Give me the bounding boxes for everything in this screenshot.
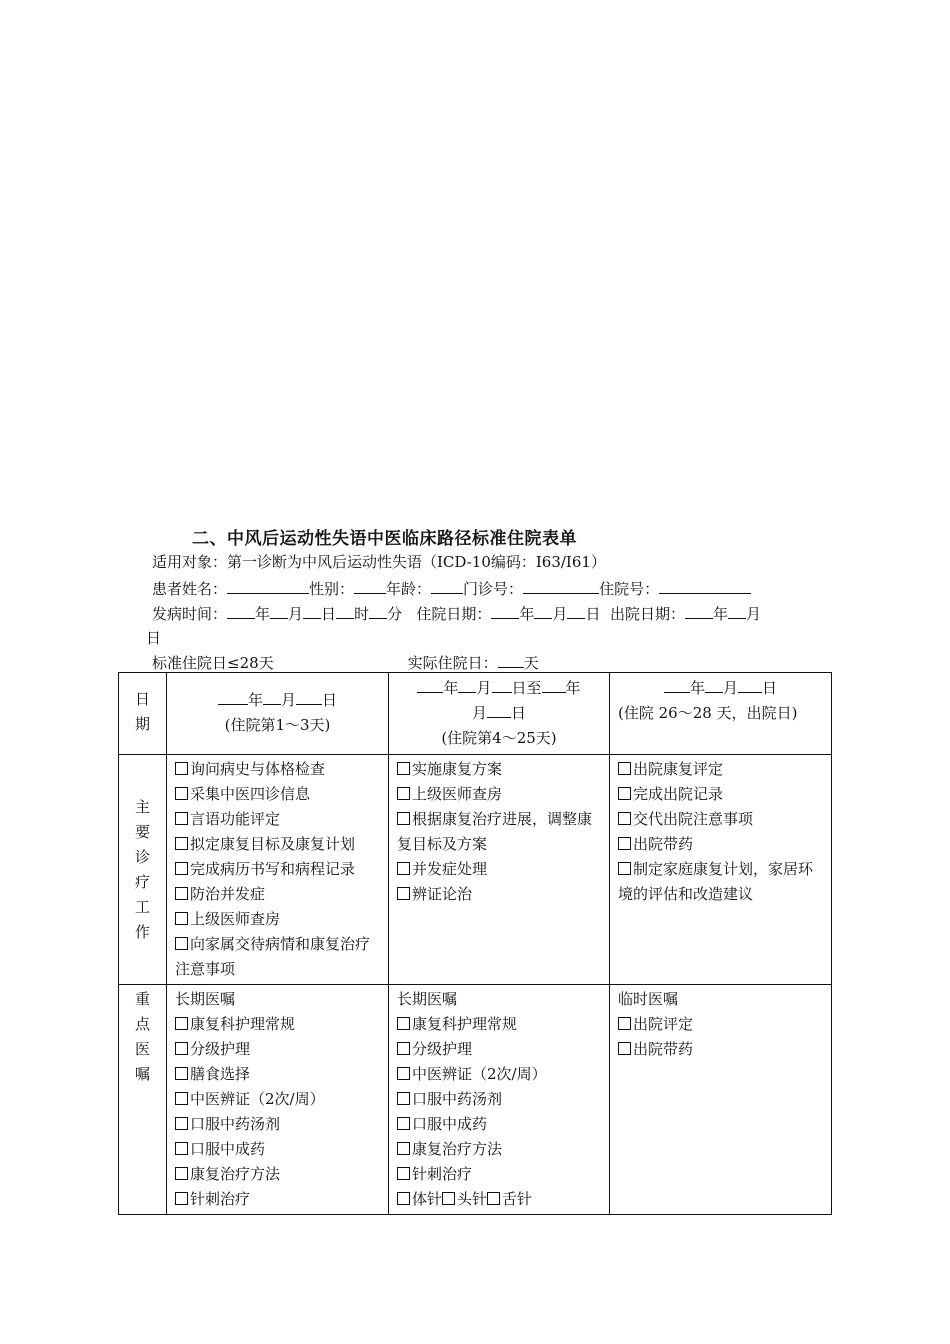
checklist-item-label: 分级护理 (412, 1040, 473, 1058)
checklist-item-label: 言语功能评定 (190, 810, 281, 828)
checklist-item (397, 1012, 603, 1037)
checklist-item-label: 防治并发症 (190, 885, 266, 903)
pathway-table (118, 672, 832, 1215)
checklist-item (397, 1137, 603, 1162)
checklist-item-label: 向家属交待病情和康复治疗注意事项 (175, 935, 371, 978)
col1-date (171, 688, 384, 713)
label-char: 要 (134, 823, 150, 841)
discharge-year-field[interactable] (685, 604, 713, 619)
year-text: 年 (713, 605, 729, 623)
checkbox[interactable] (397, 1142, 410, 1155)
onset-month-field[interactable] (270, 604, 288, 619)
checkbox[interactable] (397, 887, 410, 900)
checkbox[interactable] (175, 1042, 188, 1055)
checkbox[interactable] (397, 787, 410, 800)
admit-label: 住院日期： (416, 605, 492, 623)
checklist-item-label: 上级医师查房 (190, 910, 281, 928)
actual-stay-unit: 天 (523, 654, 539, 672)
checklist-item-label: 针刺治疗 (190, 1190, 251, 1208)
day-text: 日 (585, 605, 601, 623)
label-char: 点 (134, 1015, 150, 1033)
checkbox[interactable] (175, 887, 188, 900)
month-text: 月 (552, 605, 568, 623)
checklist-item (175, 1012, 382, 1037)
checklist-item-label: 采集中医四诊信息 (190, 785, 311, 803)
checklist-item (397, 807, 603, 857)
year-text: 年 (689, 679, 705, 697)
label-char: 主 (134, 798, 150, 816)
onset-minute-field[interactable] (369, 604, 387, 619)
checklist-item (175, 1187, 382, 1212)
checkbox[interactable] (618, 762, 631, 775)
checklist-item-label: 并发症处理 (412, 860, 488, 878)
discharge-month-field[interactable] (728, 604, 746, 619)
checkbox[interactable] (175, 1142, 188, 1155)
discharge-label: 出院日期： (610, 605, 686, 623)
checklist-item-label: 出院带药 (633, 1040, 694, 1058)
checklist-item-label: 制定家庭康复计划，家居环境的评估和改造建议 (618, 860, 814, 903)
year-text: 年 (255, 605, 271, 623)
checklist-item (175, 1087, 382, 1112)
clinic-number-field[interactable] (523, 579, 599, 594)
standard-stay: 标准住院日≤28天 (152, 654, 274, 672)
temporary-orders-title: 临时医嘱 (618, 990, 679, 1008)
checkbox[interactable] (618, 812, 631, 825)
checklist-item-label: 康复科护理常规 (190, 1015, 296, 1033)
checkbox[interactable] (175, 1092, 188, 1105)
checklist-item-label: 询问病史与体格检查 (190, 760, 326, 778)
checklist-item-label: 康复治疗方法 (190, 1165, 281, 1183)
checklist-item (397, 757, 603, 782)
checklist-item-label: 分级护理 (190, 1040, 251, 1058)
day-text: 日 (762, 679, 778, 697)
checklist-item-label: 康复治疗方法 (412, 1140, 503, 1158)
checkbox[interactable] (175, 1167, 188, 1180)
checklist-item (618, 857, 825, 907)
onset-year-field[interactable] (227, 604, 255, 619)
checklist-item-label: 康复科护理常规 (412, 1015, 518, 1033)
form-title: 二、中风后运动性失语中医临床路径标准住院表单 (192, 529, 577, 549)
option-label: 头针 (457, 1190, 488, 1208)
month-text: 月 (280, 691, 296, 709)
section2-col1 (167, 985, 389, 1215)
checklist-item-label: 口服中成药 (412, 1115, 488, 1133)
checklist-item-label: 出院评定 (633, 1015, 694, 1033)
checklist-item-label: 完成出院记录 (633, 785, 724, 803)
checklist-item (175, 857, 382, 882)
month-text: 月 (722, 679, 738, 697)
inpatient-label: 住院号： (599, 580, 660, 598)
name-label: 患者姓名： (152, 580, 228, 598)
section1-row (119, 755, 832, 985)
checklist-item (618, 1012, 825, 1037)
checkbox[interactable] (175, 1117, 188, 1130)
age-label: 年龄： (386, 580, 432, 598)
section2-col2 (389, 985, 610, 1215)
checkbox[interactable] (397, 862, 410, 875)
checklist-item-label: 完成病历书写和病程记录 (190, 860, 356, 878)
checkbox[interactable] (175, 862, 188, 875)
checkbox[interactable] (175, 912, 188, 925)
checkbox[interactable] (397, 1067, 410, 1080)
inpatient-number-field[interactable] (659, 579, 751, 594)
checkbox[interactable] (397, 1017, 410, 1030)
checkbox[interactable] (397, 1042, 410, 1055)
checklist-item (175, 1162, 382, 1187)
checkbox[interactable] (397, 1117, 410, 1130)
option-label: 舌针 (502, 1190, 533, 1208)
hour-text: 时 (354, 605, 370, 623)
year-text: 年 (519, 605, 535, 623)
col1-header (167, 673, 389, 755)
checklist-item-label: 针刺治疗 (412, 1165, 473, 1183)
option-label: 体针 (412, 1190, 443, 1208)
sex-label: 性别： (309, 580, 355, 598)
checklist-item-label: 口服中药汤剂 (412, 1090, 503, 1108)
acupuncture-options (397, 1187, 603, 1212)
checklist-item-label: 口服中药汤剂 (190, 1115, 281, 1133)
col2-date (393, 676, 605, 701)
checklist-item (175, 932, 382, 982)
checklist-item (175, 832, 382, 857)
checklist-item (175, 782, 382, 807)
checklist-item (397, 882, 603, 907)
checkbox[interactable] (175, 1017, 188, 1030)
checklist-item-label: 膳食选择 (190, 1065, 251, 1083)
checkbox[interactable] (618, 837, 631, 850)
onset-label: 发病时间： (152, 605, 228, 623)
checklist-item (397, 1062, 603, 1087)
col2-days: (住院第4～25天) (441, 729, 557, 747)
applicable-line: 适用对象：第一诊断为中风后运动性失语（ICD-10编码：I63/I61） (152, 553, 606, 571)
checkbox[interactable] (397, 812, 410, 825)
checkbox[interactable] (175, 1067, 188, 1080)
col3-header (610, 673, 832, 755)
checkbox[interactable] (397, 762, 410, 775)
checkbox[interactable] (175, 837, 188, 850)
checkbox[interactable] (618, 1042, 631, 1055)
checklist-item (397, 857, 603, 882)
col1-days: (住院第1～3天) (224, 716, 331, 734)
checklist-item-label: 上级医师查房 (412, 785, 503, 803)
checklist-item-label: 拟定康复目标及康复计划 (190, 835, 356, 853)
checklist-item (397, 1037, 603, 1062)
date-row (119, 673, 832, 755)
checklist-item-label: 出院带药 (633, 835, 694, 853)
checklist-item (618, 757, 825, 782)
label-char: 工 (134, 898, 150, 916)
checklist-item (618, 832, 825, 857)
label-char: 医 (134, 1040, 150, 1058)
year-text: 年 (443, 679, 459, 697)
date-label-text: 日 期 (134, 690, 150, 733)
checklist-item (175, 757, 382, 782)
section2-row (119, 985, 832, 1215)
checkbox[interactable] (175, 762, 188, 775)
year-text: 年 (565, 679, 581, 697)
patient-info-line (152, 578, 751, 599)
actual-stay-field[interactable] (498, 653, 524, 668)
long-term-orders-title: 长期医嘱 (397, 990, 458, 1008)
checkbox[interactable] (618, 787, 631, 800)
sex-field[interactable] (354, 579, 386, 594)
age-field[interactable] (431, 579, 463, 594)
checklist-item-label: 实施康复方案 (412, 760, 503, 778)
checklist-item (618, 1037, 825, 1062)
checkbox[interactable] (175, 812, 188, 825)
label-char: 诊 (134, 848, 150, 866)
admit-month-field[interactable] (534, 604, 552, 619)
checklist-item (397, 1112, 603, 1137)
onset-hour-field[interactable] (336, 604, 354, 619)
actual-stay-label: 实际住院日： (407, 654, 498, 672)
label-char: 疗 (134, 873, 150, 891)
section2-col3 (610, 985, 832, 1215)
checklist-item (618, 807, 825, 832)
checklist-item-label: 口服中成药 (190, 1140, 266, 1158)
col2-date-end (393, 701, 605, 726)
checkbox[interactable] (175, 1192, 188, 1205)
checkbox[interactable] (175, 787, 188, 800)
month-text: 月 (476, 679, 492, 697)
checklist-item-label: 出院康复评定 (633, 760, 724, 778)
stay-line (152, 652, 539, 673)
checklist-item (175, 1037, 382, 1062)
checklist-item (175, 1062, 382, 1087)
section1-col1 (167, 755, 389, 985)
onset-line-wrap: 日 (146, 629, 162, 647)
day-text: 日 (322, 691, 338, 709)
admit-year-field[interactable] (491, 604, 519, 619)
col3-date (614, 676, 827, 701)
month-text: 月 (746, 605, 762, 623)
label-char: 作 (134, 923, 150, 941)
checkbox[interactable] (397, 1192, 410, 1205)
minute-text: 分 (387, 605, 403, 623)
section1-label (119, 755, 167, 985)
clinic-label: 门诊号： (463, 580, 524, 598)
label-char: 重 (134, 990, 150, 1008)
checklist-item (175, 882, 382, 907)
name-field[interactable] (227, 579, 309, 594)
checkbox[interactable] (397, 1167, 410, 1180)
checklist-item-label: 中医辨证（2次/周） (412, 1065, 547, 1083)
checkbox[interactable] (397, 1092, 410, 1105)
month-text: 月 (471, 704, 487, 722)
col3-days: (住院 26～28 天，出院日) (618, 704, 798, 722)
checklist-item (397, 1087, 603, 1112)
label-char: 嘱 (134, 1065, 150, 1083)
checkbox[interactable] (618, 862, 631, 875)
day-text: 日 (511, 704, 527, 722)
checklist-item-label: 根据康复治疗进展，调整康复目标及方案 (397, 810, 593, 853)
month-text: 月 (288, 605, 304, 623)
checklist-item (397, 1162, 603, 1187)
checklist-item (175, 1112, 382, 1137)
col2-header (389, 673, 610, 755)
checklist-item (397, 782, 603, 807)
section1-col2 (389, 755, 610, 985)
checklist-item-label: 辨证论治 (412, 885, 473, 903)
checklist-item-label: 中医辨证（2次/周） (190, 1090, 325, 1108)
onset-day-field[interactable] (303, 604, 321, 619)
date-label (119, 673, 167, 755)
checklist-item (175, 1137, 382, 1162)
year-text: 年 (247, 691, 263, 709)
to-text: 日至 (511, 679, 542, 697)
checklist-item-label: 交代出院注意事项 (633, 810, 754, 828)
checkbox[interactable] (487, 1192, 500, 1205)
checkbox[interactable] (442, 1192, 455, 1205)
checklist-item (175, 907, 382, 932)
checklist-item (175, 807, 382, 832)
checklist-item (618, 782, 825, 807)
onset-line (152, 603, 761, 624)
checkbox[interactable] (618, 1017, 631, 1030)
checkbox[interactable] (175, 937, 188, 950)
section2-label (119, 985, 167, 1215)
section1-col3 (610, 755, 832, 985)
long-term-orders-title: 长期医嘱 (175, 990, 236, 1008)
day-text: 日 (321, 605, 337, 623)
admit-day-field[interactable] (567, 604, 585, 619)
